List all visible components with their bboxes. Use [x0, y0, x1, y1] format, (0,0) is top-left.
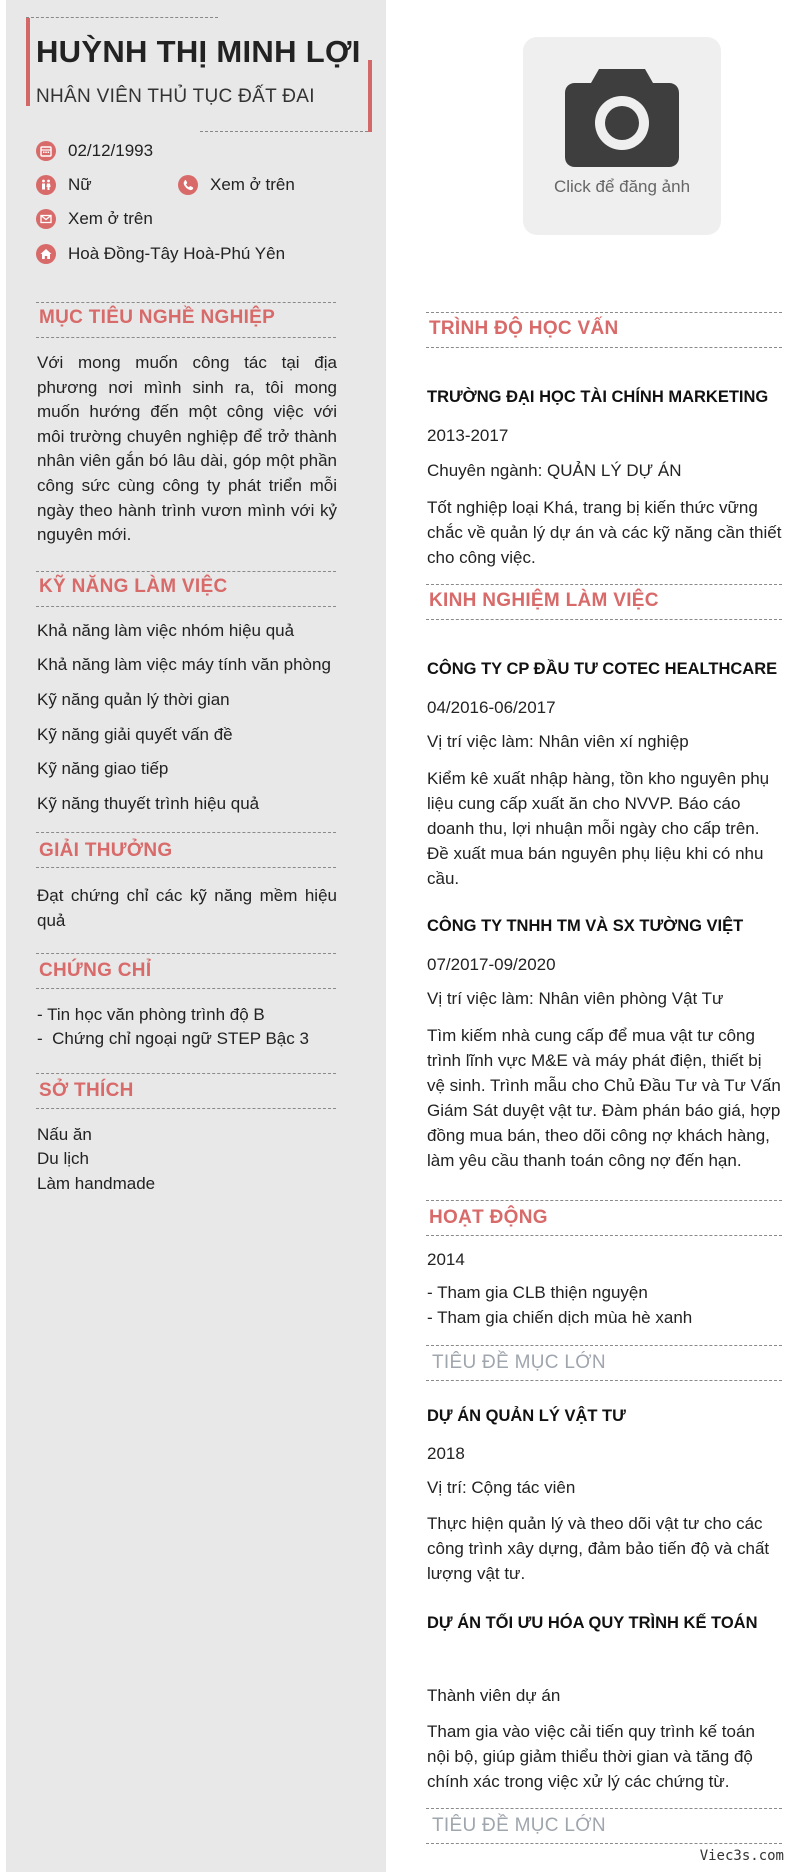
- job-period[interactable]: 07/2017-09/2020: [427, 955, 556, 974]
- divider: [26, 17, 218, 18]
- project-year[interactable]: 2018: [427, 1444, 465, 1463]
- divider: [36, 832, 336, 833]
- awards-text[interactable]: Đạt chứng chỉ các kỹ năng mềm hiệu quả: [37, 886, 337, 930]
- company-name[interactable]: CÔNG TY CP ĐẦU TƯ COTEC HEALTHCARE: [427, 660, 778, 678]
- calendar-icon: [36, 141, 56, 161]
- project-role[interactable]: Vị trí: Cộng tác viên: [427, 1478, 576, 1497]
- divider: [36, 606, 336, 607]
- job-position[interactable]: Vị trí việc làm: Nhân viên phòng Vật Tư: [427, 989, 724, 1008]
- skill-item[interactable]: Khả năng làm việc máy tính văn phòng: [37, 655, 331, 674]
- skill-item[interactable]: Kỹ năng giải quyết vấn đề: [37, 725, 233, 744]
- skill-item[interactable]: Kỹ năng giao tiếp: [37, 759, 169, 778]
- sidebar: [6, 0, 386, 1872]
- hobby-item[interactable]: Du lịch: [37, 1149, 89, 1168]
- experience-title[interactable]: KINH NGHIỆM LÀM VIỆC: [429, 590, 659, 611]
- gender-icon: [36, 175, 56, 195]
- divider: [426, 1345, 782, 1346]
- camera-icon: [563, 65, 681, 174]
- education-major[interactable]: Chuyên ngành: QUẢN LÝ DỰ ÁN: [427, 461, 682, 480]
- divider: [426, 1843, 782, 1844]
- divider: [426, 312, 782, 313]
- skills-title[interactable]: KỸ NĂNG LÀM VIỆC: [39, 576, 228, 597]
- job-description[interactable]: Kiểm kê xuất nhập hàng, tồn kho nguyên phụ liệu cung cấp xuất ăn cho NVVP. Báo cáo doanh thu, lợi nhuận mỗi ngày cho cấp trên. Đề xuất mua bán nguyên phụ liệu khi có nhu cầu.: [427, 769, 770, 888]
- education-description[interactable]: Tốt nghiệp loại Khá, trang bị kiến thức vững chắc về quản lý dự án và các kỹ năng cần thiết cho công việc.: [427, 498, 782, 567]
- phone-icon: [178, 175, 198, 195]
- project-description[interactable]: Thực hiện quản lý và theo dõi vật tư cho các công trình xây dựng, đảm bảo tiến độ và chất lượng vật tư.: [427, 1514, 770, 1583]
- hobby-item[interactable]: Nấu ăn: [37, 1125, 92, 1144]
- divider: [426, 347, 782, 348]
- footer-brand: Viec3s.com: [699, 1848, 784, 1864]
- divider: [36, 1073, 336, 1074]
- divider: [36, 337, 336, 338]
- photo-upload[interactable]: [523, 37, 721, 235]
- school-name[interactable]: TRƯỜNG ĐẠI HỌC TÀI CHÍNH MARKETING: [427, 388, 769, 406]
- education-period[interactable]: 2013-2017: [427, 426, 509, 445]
- activity-item[interactable]: - Tham gia chiến dịch mùa hè xanh: [427, 1308, 693, 1327]
- divider: [426, 1235, 782, 1236]
- project-role[interactable]: Thành viên dự án: [427, 1686, 561, 1705]
- objective-text[interactable]: Với mong muốn công tác tại địa phương nơi mình sinh ra, tôi mong muốn hướng đến một công việc với môi trường chuyên nghiệp để trở thành nhân viên gắn bó lâu dài, góp một phần công sức cùng công ty phát triển mỗi ngày theo hành trình vươn mình với kỷ nguyên mới.: [37, 353, 337, 545]
- divider: [36, 1108, 336, 1109]
- divider: [426, 584, 782, 585]
- contact-birthday[interactable]: [36, 141, 153, 161]
- hobby-item[interactable]: Làm handmade: [37, 1174, 156, 1193]
- name-accent-bar-right: [368, 60, 372, 132]
- contact-gender[interactable]: [36, 175, 92, 195]
- divider: [426, 619, 782, 620]
- email-icon: [36, 209, 56, 229]
- divider: [200, 131, 368, 132]
- job-title[interactable]: NHÂN VIÊN THỦ TỤC ĐẤT ĐAI: [36, 86, 315, 107]
- activities-title[interactable]: HOẠT ĐỘNG: [429, 1207, 548, 1228]
- home-icon: [36, 244, 56, 264]
- certificates-title[interactable]: CHỨNG CHỈ: [39, 960, 152, 981]
- photo-label: Click để đăng ảnh: [553, 177, 691, 196]
- activity-item[interactable]: - Tham gia CLB thiện nguyện: [427, 1283, 648, 1302]
- project-name[interactable]: DỰ ÁN TỐI ƯU HÓA QUY TRÌNH KẾ TOÁN: [427, 1614, 758, 1632]
- section-placeholder-title[interactable]: TIÊU ĐỀ MỤC LỚN: [432, 1352, 606, 1373]
- job-period[interactable]: 04/2016-06/2017: [427, 698, 556, 717]
- divider: [426, 1380, 782, 1381]
- skill-item[interactable]: Kỹ năng thuyết trình hiệu quả: [37, 794, 260, 813]
- full-name[interactable]: HUỲNH THỊ MINH LỢI: [36, 34, 361, 69]
- certificate-item[interactable]: - Chứng chỉ ngoại ngữ STEP Bậc 3: [37, 1029, 309, 1048]
- divider: [36, 302, 336, 303]
- contact-email[interactable]: [36, 209, 153, 229]
- education-title[interactable]: TRÌNH ĐỘ HỌC VẤN: [429, 318, 619, 339]
- skill-item[interactable]: Khả năng làm việc nhóm hiệu quả: [37, 621, 295, 640]
- section-placeholder-title[interactable]: TIÊU ĐỀ MỤC LỚN: [432, 1815, 606, 1836]
- phone-text: Xem ở trên: [210, 175, 295, 194]
- gender-text: Nữ: [68, 175, 92, 194]
- divider: [426, 1808, 782, 1809]
- contact-phone[interactable]: [178, 175, 295, 195]
- objective-title[interactable]: MỤC TIÊU NGHỀ NGHIỆP: [39, 307, 276, 328]
- project-name[interactable]: DỰ ÁN QUẢN LÝ VẬT TƯ: [427, 1407, 626, 1425]
- contact-address[interactable]: [36, 244, 285, 264]
- divider: [36, 953, 336, 954]
- project-description[interactable]: Tham gia vào việc cải tiến quy trình kế toán nội bộ, giúp giảm thiểu thời gian và tăng độ chính xác trong việc xử lý các chứng từ.: [427, 1722, 755, 1791]
- activity-year[interactable]: 2014: [427, 1250, 465, 1269]
- hobbies-title[interactable]: SỞ THÍCH: [39, 1080, 134, 1101]
- address-text: Hoà Đồng-Tây Hoà-Phú Yên: [68, 244, 286, 263]
- divider: [36, 571, 336, 572]
- birthday-text: 02/12/1993: [68, 141, 154, 160]
- awards-title[interactable]: GIẢI THƯỞNG: [39, 840, 173, 861]
- job-position[interactable]: Vị trí việc làm: Nhân viên xí nghiệp: [427, 732, 689, 751]
- divider: [36, 867, 336, 868]
- email-text: Xem ở trên: [68, 209, 153, 228]
- company-name[interactable]: CÔNG TY TNHH TM VÀ SX TƯỜNG VIỆT: [427, 917, 744, 935]
- job-description[interactable]: Tìm kiếm nhà cung cấp để mua vật tư công trình lĩnh vực M&E và máy phát điện, thiết bị vệ sinh. Trình mẫu cho Chủ Đầu Tư và Tư Vấn Giám Sát duyệt vật tư. Đàm phán báo giá, hợp đồng mua bán, theo dõi công nợ khách hàng, làm yêu cầu thanh toán công nợ đến hạn.: [427, 1026, 781, 1170]
- certificate-item[interactable]: - Tin học văn phòng trình độ B: [37, 1005, 265, 1024]
- divider: [426, 1200, 782, 1201]
- skill-item[interactable]: Kỹ năng quản lý thời gian: [37, 690, 230, 709]
- divider: [36, 988, 336, 989]
- name-accent-bar: [26, 18, 30, 106]
